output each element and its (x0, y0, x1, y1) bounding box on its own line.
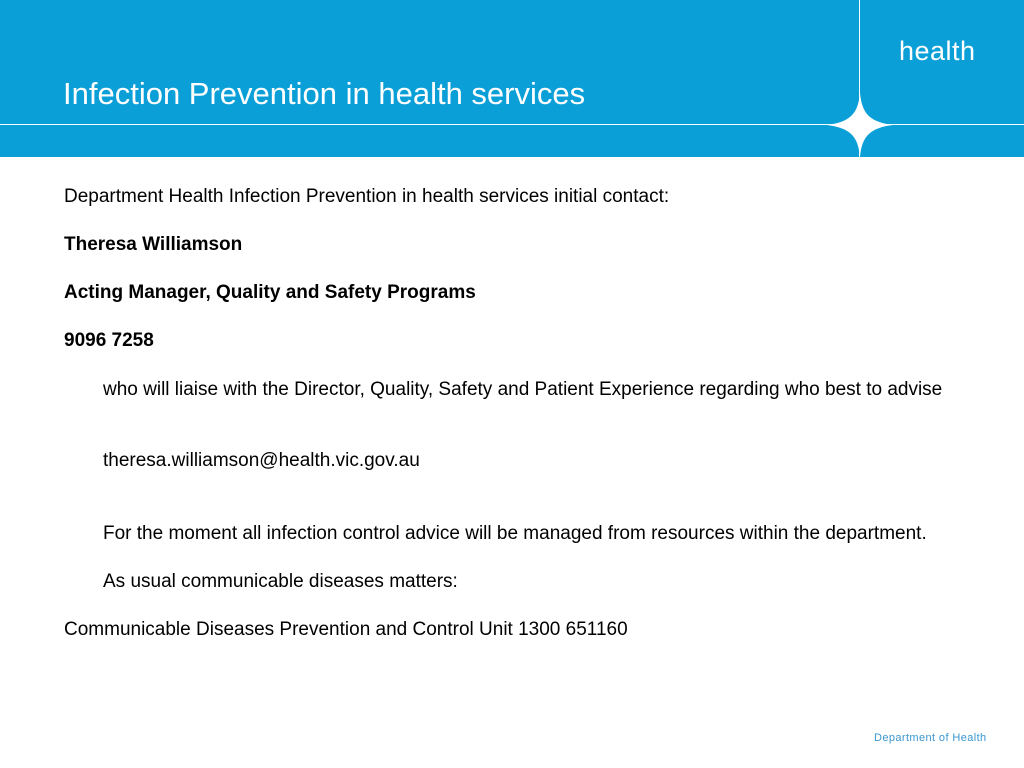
intro-text: Department Health Infection Prevention in health services initial contact: (64, 186, 670, 207)
header-banner (0, 0, 1024, 157)
contact-name: Theresa Williamson (64, 234, 243, 255)
department-of-health-logo: Department of Health (874, 732, 987, 744)
contact-role: Acting Manager, Quality and Safety Programs (64, 282, 476, 303)
contact-email: theresa.williamson@health.vic.gov.au (103, 450, 420, 471)
communicable-intro: As usual communicable diseases matters: (103, 571, 458, 592)
liaise-text: who will liaise with the Director, Quality, Safety and Patient Experience regarding who best to advise (103, 379, 943, 400)
health-brand-mark: health (899, 36, 976, 66)
communicable-contact: Communicable Diseases Prevention and Control Unit 1300 651160 (64, 619, 628, 640)
slide-title: Infection Prevention in health services (63, 76, 586, 111)
advice-text: For the moment all infection control advice will be managed from resources within the department. (103, 523, 927, 544)
four-point-star-icon (827, 93, 893, 157)
slide-body (64, 184, 944, 642)
contact-phone: 9096 7258 (64, 330, 154, 351)
